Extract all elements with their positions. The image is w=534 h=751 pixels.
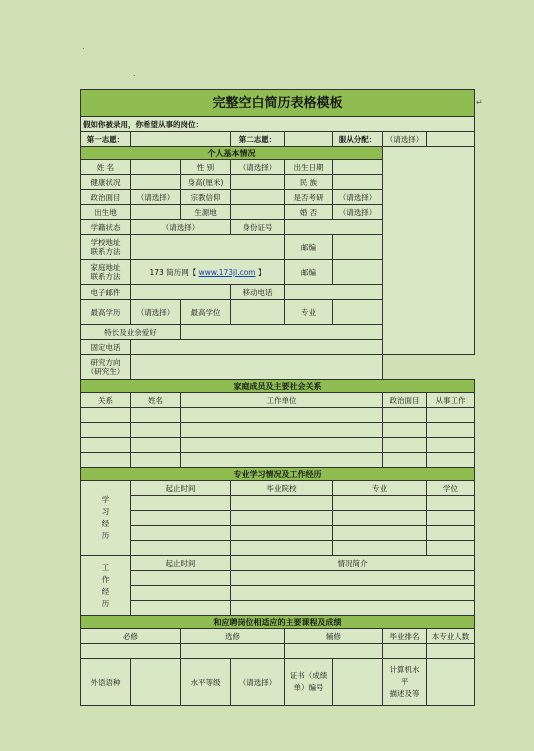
paragraph-mark: . — [82, 42, 85, 51]
select-level[interactable]: （请选择） — [231, 659, 285, 706]
site-end: 】 — [257, 267, 266, 277]
label-zip-home: 邮编 — [285, 260, 333, 285]
field-language[interactable] — [131, 659, 181, 706]
field-nation[interactable] — [333, 175, 383, 190]
field-source[interactable] — [231, 205, 285, 220]
col-job: 从事工作 — [427, 393, 475, 408]
label-health: 健康状况 — [81, 175, 131, 190]
col-work: 工作单位 — [181, 393, 383, 408]
label-zip: 邮编 — [285, 235, 333, 260]
label-edu: 最高学历 — [81, 300, 131, 325]
table-row — [81, 541, 475, 556]
field-mobile[interactable] — [285, 285, 383, 300]
site-link[interactable]: www.173jl.com — [198, 267, 256, 277]
select-edu[interactable]: （请选择） — [131, 300, 181, 325]
field-major[interactable] — [333, 300, 383, 325]
field-height[interactable] — [231, 175, 285, 190]
label-gender: 性 别 — [181, 160, 231, 175]
site-text: 173 简历网【 — [149, 267, 197, 277]
col-required: 必修 — [81, 629, 181, 644]
field-hobby[interactable] — [181, 325, 383, 340]
field-computer[interactable] — [427, 659, 475, 706]
field-idcard[interactable] — [285, 220, 383, 235]
col-elective: 选修 — [181, 629, 285, 644]
wish-first-field[interactable] — [131, 132, 231, 147]
label-level: 水平等级 — [181, 659, 231, 706]
wish-assign-select[interactable]: （请选择） — [383, 132, 427, 147]
section-family: 家庭成员及主要社会关系 — [81, 380, 475, 393]
page-title: 完整空白简历表格模板 — [81, 90, 475, 117]
field-religion[interactable] — [231, 190, 285, 205]
label-computer: 计算机水 平 描述及等 — [383, 659, 427, 706]
field-name[interactable] — [131, 160, 181, 175]
label-height: 身高(厘米) — [181, 175, 231, 190]
field-zip[interactable] — [333, 235, 383, 260]
label-major: 专业 — [285, 300, 333, 325]
resume-sheet — [80, 89, 474, 706]
col-study-major: 专业 — [333, 481, 427, 496]
table-row — [81, 408, 475, 423]
label-work: 工 作 经 历 — [81, 556, 131, 616]
table-row — [81, 601, 475, 616]
table-row — [81, 644, 475, 659]
wish-first-label: 第一志愿： — [81, 132, 131, 147]
label-study: 学 习 经 历 — [81, 481, 131, 556]
col-intro: 情况简介 — [231, 556, 475, 571]
resume-table — [80, 89, 475, 706]
label-marriage: 婚 否 — [285, 205, 333, 220]
col-politics: 政治面目 — [383, 393, 427, 408]
select-status[interactable]: （请选择） — [131, 220, 231, 235]
field-cert[interactable] — [333, 659, 383, 706]
section-courses: 和应聘岗位相适应的主要课程及成绩 — [81, 616, 475, 629]
col-school: 毕业院校 — [231, 481, 333, 496]
table-row — [81, 586, 475, 601]
field-research[interactable] — [131, 355, 383, 380]
label-mobile: 移动电话 — [231, 285, 285, 300]
paragraph-mark: . — [133, 69, 136, 78]
label-phone: 固定电话 — [81, 340, 131, 355]
table-row — [81, 438, 475, 453]
wish-second-label: 第二志愿： — [231, 132, 285, 147]
table-row — [81, 526, 475, 541]
col-study-period: 起止时间 — [131, 481, 231, 496]
label-politics: 政治面目 — [81, 190, 131, 205]
select-gender[interactable]: （请选择） — [231, 160, 285, 175]
section-study: 专业学习情况及工作经历 — [81, 468, 475, 481]
label-religion: 宗教信仰 — [181, 190, 231, 205]
wish-assign-label: 服从分配： — [333, 132, 383, 147]
label-hobby: 特长及业余爱好 — [81, 325, 181, 340]
label-idcard: 身份证号 — [231, 220, 285, 235]
table-row — [81, 423, 475, 438]
label-name: 姓 名 — [81, 160, 131, 175]
table-row — [81, 496, 475, 511]
col-count: 本专业人数 — [427, 629, 475, 644]
label-email: 电子邮件 — [81, 285, 131, 300]
field-degree[interactable] — [231, 300, 285, 325]
col-rank: 毕业排名 — [383, 629, 427, 644]
label-graduate: 是否考研 — [285, 190, 333, 205]
label-nation: 民 族 — [285, 175, 333, 190]
col-study-degree: 学位 — [427, 481, 475, 496]
select-politics[interactable]: （请选择） — [131, 190, 181, 205]
label-source: 生源地 — [181, 205, 231, 220]
label-school-address: 学校地址 联系方法 — [81, 235, 131, 260]
field-school-address[interactable] — [131, 235, 285, 260]
return-arrow: ↵ — [476, 98, 483, 107]
select-marriage[interactable]: （请选择） — [333, 205, 383, 220]
field-native[interactable] — [131, 205, 181, 220]
table-row — [81, 571, 475, 586]
section-basic: 个人基本情况 — [81, 147, 383, 160]
field-home-address[interactable] — [131, 260, 285, 285]
col-name: 姓名 — [131, 393, 181, 408]
blank-cell[interactable] — [427, 132, 475, 147]
label-native: 出生地 — [81, 205, 131, 220]
field-health[interactable] — [131, 175, 181, 190]
field-email[interactable] — [131, 285, 231, 300]
col-relation: 关系 — [81, 393, 131, 408]
label-status: 学籍状态 — [81, 220, 131, 235]
select-graduate[interactable]: （请选择） — [333, 190, 383, 205]
label-language: 外语语种 — [81, 659, 131, 706]
label-birth: 出生日期 — [285, 160, 333, 175]
field-zip-home[interactable] — [333, 260, 383, 285]
label-home-address: 家庭地址 联系方法 — [81, 260, 131, 285]
label-degree: 最高学位 — [181, 300, 231, 325]
label-research: 研究方向 （研究生） — [81, 355, 131, 380]
field-birth[interactable] — [333, 160, 383, 175]
col-work-period: 起止时间 — [131, 556, 231, 571]
table-row — [81, 511, 475, 526]
table-row — [81, 453, 475, 468]
wish-second-field[interactable] — [285, 132, 333, 147]
intent-label: 假如你被录用，你希望从事的岗位： — [81, 117, 475, 132]
col-minor: 辅修 — [285, 629, 383, 644]
photo-cell[interactable] — [383, 147, 475, 355]
field-phone[interactable] — [131, 340, 383, 355]
label-cert: 证书（成绩 单）编号 — [285, 659, 333, 706]
